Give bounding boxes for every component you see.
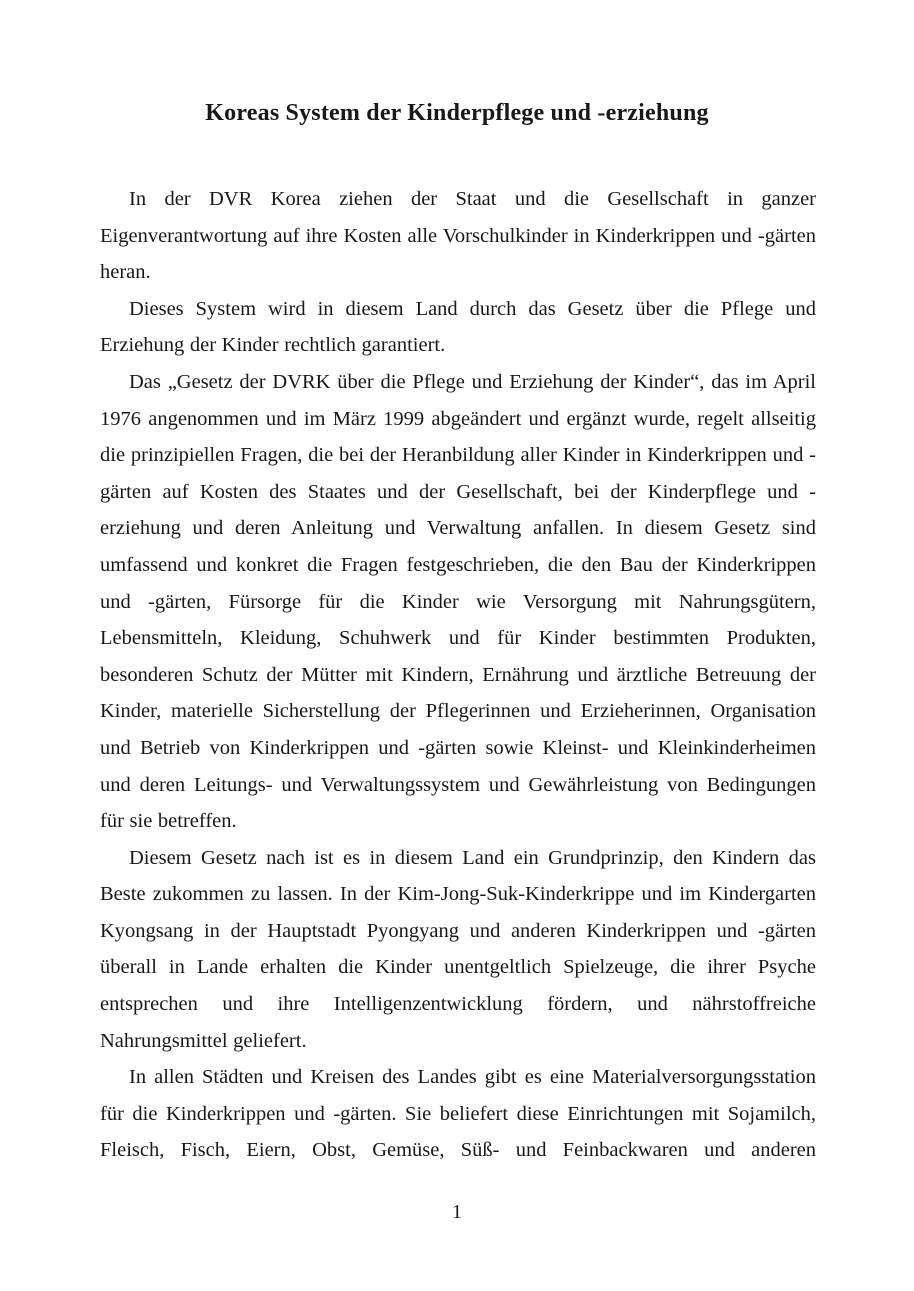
paragraph-versorgung: In allen Städten und Kreisen des Landes gibt es eine Materialversorgungsstation für die Kinderkrippen und -gärten. Sie beliefert diese Einrichtungen mit Sojamilch, Fleisch, Fisch, Eiern, Obst, Gemüse, Süß- und Feinbackwaren und anderen [100, 1066, 816, 1162]
page-number: 1 [452, 1201, 462, 1223]
paragraph-law-details: Das „Gesetz der DVRK über die Pflege und Erziehung der Kinder“, das im April 1976 angenommen und im März 1999 abgeändert und ergänzt wurde, regelt allseitig die prinzipiellen Fragen, die bei der Heranbildung aller Kinder in Kinderkrippen und -gärten auf Kosten des Staates und der Gesellschaft, bei der Kinderpflege und -erziehung und deren Anleitung und Verwaltung anfallen. In diesem Gesetz sind umfassend und konkret die Fragen festgeschrieben, die den Bau der Kinderkrippen und -gärten, Fürsorge für die Kinder wie Versorgung mit Nahrungsgütern, Lebensmitteln, Kleidung, Schuhwerk und für Kinder bestimmten Produkten, besonderen Schutz der Mütter mit Kindern, Ernährung und ärztliche Betreuung der Kinder, materielle Sicherstellung der Pflegerinnen und Erzieherinnen, Organisation und Betrieb von Kinderkrippen und -gärten sowie Kleinst- und Kleinkinderheimen und deren Leitungs- und Verwaltungssystem und Gewährleistung von Bedingungen für sie betreffen. [100, 370, 816, 833]
document-body [100, 181, 816, 1169]
paragraph-intro: In der DVR Korea ziehen der Staat und die Gesellschaft in ganzer Eigenverantwortung auf ihre Kosten alle Vorschulkinder in Kinderkrippen und -gärten heran. [100, 188, 816, 284]
paragraph-system-guarantee: Dieses System wird in diesem Land durch das Gesetz über die Pflege und Erziehung der Kinder rechtlich garantiert. [100, 297, 816, 357]
document-title: Koreas System der Kinderpflege und -erziehung [205, 100, 709, 126]
paragraph-grundprinzip: Diesem Gesetz nach ist es in diesem Land ein Grundprinzip, den Kindern das Beste zukommen zu lassen. In der Kim-Jong-Suk-Kinderkrippe und im Kindergarten Kyongsang in der Hauptstadt Pyongyang und anderen Kinderkrippen und -gärten überall in Lande erhalten die Kinder unentgeltlich Spielzeuge, die ihrer Psyche entsprechen und ihre Intelligenzentwicklung fördern, und nährstoffreiche Nahrungsmittel geliefert. [100, 846, 816, 1052]
